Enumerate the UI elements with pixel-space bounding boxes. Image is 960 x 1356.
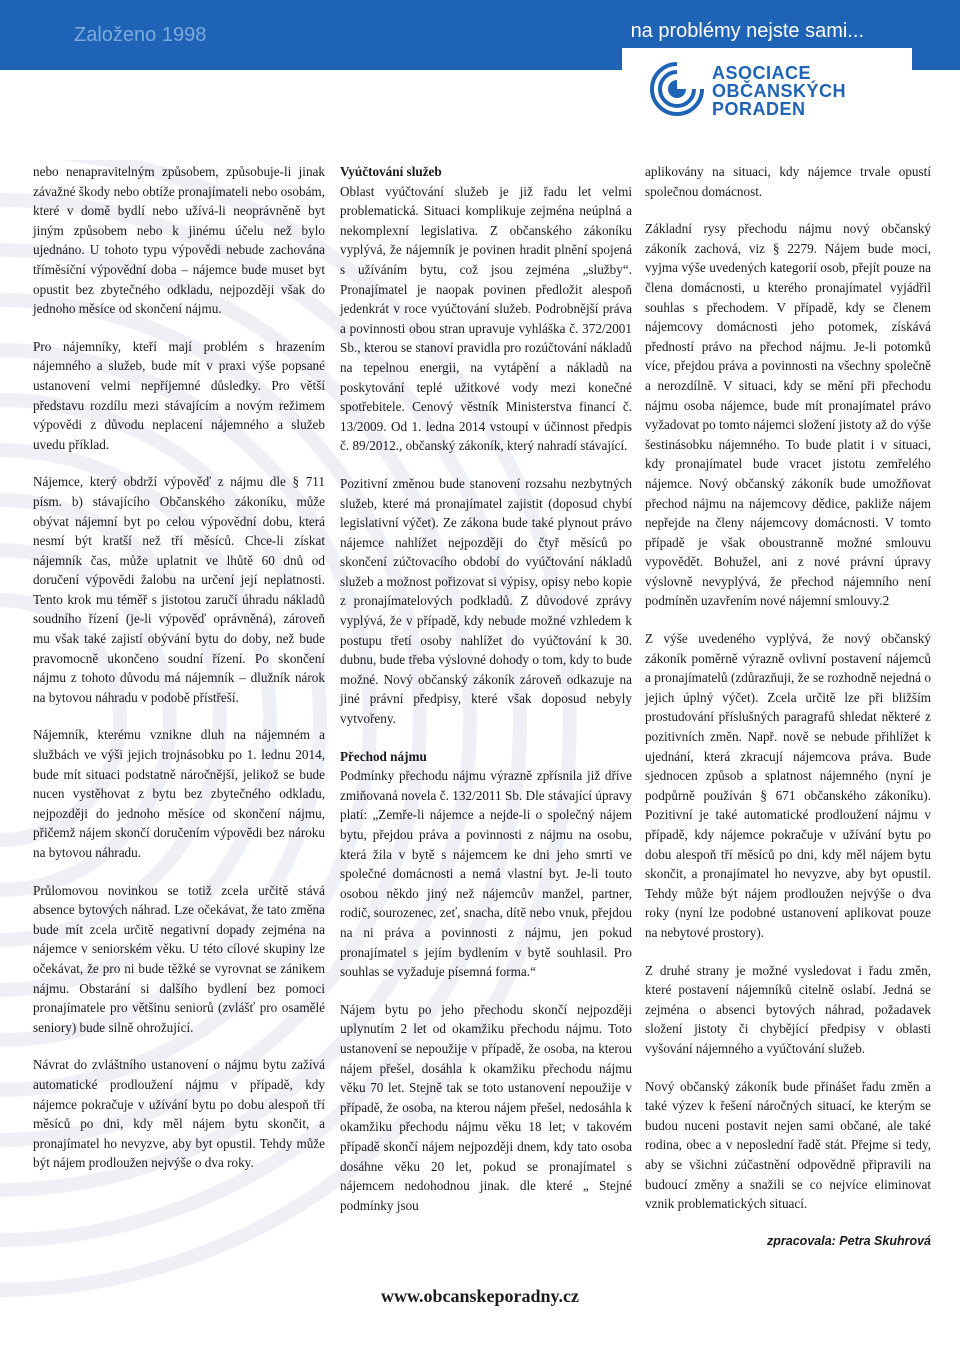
paragraph: Průlomovou novinkou se totiž zcela určitě stává absence bytových náhrad. Lze očekávat, že tato změna bude mít zcela určitě negativní dopady zejména na nájemce v seniorském věku. U této cílové skupiny lze očekávat, že pro ni bude těžké se vyrovnat se zánikem nájmu. Obstarání si dalšího bydlení bez pomoci pronajímatele pro většinu seniorů (zvlášť pro osamělé seniory) bude silně ohrožující.: [33, 882, 325, 1035]
paragraph: Návrat do zvláštního ustanovení o nájmu bytu zažívá automatické prodloužení nájmu v případě, kdy nájemce pokračuje v užívání bytu po dobu alespoň tří měsíců po dni, kdy měl nájem bytu skončit, a pronajímatel ho nevyzve, aby byt opustil. Tehdy může být nájem prodloužen nejvýše o dva roky.: [33, 1057, 325, 1171]
paragraph: Nájemník, kterému vznikne dluh na nájemném a službách ve výši jejich trojnásobku po 1. lednu 2014, bude mít situaci podstatně náročnější, jelikož se bude nucen vystěhovat z bytu bez zbytečného odkladu, nejpozději do jednoho měsíce od skončení nájmu, přičemž nájem skončí doručením výpovědi bez nároku na bytovou náhradu.: [33, 727, 325, 860]
logo: [622, 48, 912, 130]
author-signature: zpracovala: Petra Skuhrová: [767, 1233, 931, 1248]
paragraph: Pro nájemníky, kteří mají problém s hrazením nájemného a služeb, bude mít v praxi výše popsané ustanovení velmi nepříjemné důsledky. Pro větší představu rozdílu mezi stávajícím a novým režimem výpovědi z důvodu neplacení nájemného a služeb uvedu příklad.: [33, 338, 325, 452]
tagline: na problémy nejste sami...: [630, 20, 864, 42]
founded-label: Založeno 1998: [74, 24, 207, 46]
section-heading: Vyúčtování služeb: [340, 164, 442, 179]
paragraph: Z výše uvedeného vyplývá, že nový občanský zákoník poměrně výrazně ovlivní postavení nájemců a pronajímatelů (zdůrazňuji, že se rozhodně nejedná o jejich úplný výčet). Zcela určitě lze při bližším prostudování příslušných paragrafů shledat některé z pozitivních změn. Např. nově se nebude přihlížet k ujednání, která zkracují nájemcova práva. Bude sjednocen způsob a splatnost nájemného (nyní je podpůrně používán § 671 občanského zákoníku). Pozitivní je také automatické prodloužení nájmu v případě, kdy nájemce pokračuje v užívání bytu po dobu alespoň tří měsíců po dni, kdy měl nájem bytu skončit, a pronajímatel ho nevyzve, aby byt opustil. Tehdy může být nájem prodloužen nejvýše o dva roky (nyní lze podobné ustanovení aplikovat pouze na nebytové prostory).: [645, 631, 931, 940]
paragraph: Podmínky přechodu nájmu výrazně zpřísnila již dříve zmiňovaná novela č. 132/2011 Sb. Dle stávající úpravy platí: „Zemře-li nájemce a nejde-li o společný nájem bytu, přejdou práva a povinnosti z nájmu na osobu, která žila v bytě s nájemcem ke dni jeho smrti ve společné domácnosti a nemá vlastní byt. Je-li touto osobou někdo jiný než nájemcův manžel, partner, rodič, sourozenec, zeť, snacha, dítě nebo vnuk, přejdou na ni práva a povinnosti z nájmu, jen pokud pronajímatel s jejím bydlením v bytě souhlasil. Pro souhlas se vyžaduje písemná forma.“: [340, 768, 632, 980]
footer-url[interactable]: www.obcanskeporadny.cz: [380, 1286, 580, 1306]
logo-line-2: OBČANSKÝCH: [712, 81, 847, 101]
paragraph: Z druhé strany je možné vysledovat i řadu změn, které postavení nájemníků citelně oslabí. Jedná se zejména o absenci bytových náhrad, požadavek složení jistoty či chybějící předpisy v oblasti vyšování nájemného a vyúčtování služeb.: [645, 962, 931, 1056]
logo-line-3: PORADEN: [712, 99, 806, 119]
logo-emblem-icon: [650, 62, 704, 116]
paragraph: Nájem bytu po jeho přechodu skončí nejpozději uplynutím 2 let od okamžiku přechodu nájmu. Toto ustanovení se nepoužije v případě, že osoba, na kterou nájem přešel, dosáhla k okamžiku přechodu nájmu věku 70 let. Stejně tak se toto ustanovení nepoužije v případě, že osoba, na kterou nájem přešel, nedosáhla k okamžiku přechodu nájmu věku 18 let; v takovém případě skončí nájem nejpozději dnem, kdy tato osoba dosáhne věku 20 let, pokud se pronajímatel s nájemcem nedohodnou jinak. dle které „ Stejné podmínky jsou: [340, 1001, 632, 1213]
section-heading: Přechod nájmu: [340, 748, 427, 764]
column-2: [340, 162, 632, 1233]
paragraph: aplikovány na situaci, kdy nájemce trvale opustí společnou domácnost.: [645, 164, 931, 199]
paragraph: nebo nenapravitelným způsobem, způsobuje-li jinak závažné škody nebo obtíže pronajímateli nebo osobám, které v domě bydlí nebo užívá-li neoprávněně byt jiným způsobem nebo k jinému účelu než bylo ujednáno. U tohoto typu výpovědi nebude zachována tříměsíční výpovědní doba – nájemce bude muset byt opustit bez zbytečného odkladu, nejpozději však do jednoho měsíce od skončení nájmu.: [33, 164, 325, 317]
logo-text: [712, 64, 846, 118]
column-3: [645, 162, 931, 1269]
logo-line-1: ASOCIACE: [712, 63, 812, 83]
paragraph: Pozitivní změnou bude stanovení rozsahu nezbytných služeb, které má pronajímatel zajistit (doposud chybí legislativní výčet). Ze zákona bude také plynout právo nájemce nahlížet nejpozději do čtyř měsíců po skončení zúčtovacího období do vyúčtování nákladů služeb a možnost pořizovat si výpisy, opisy nebo kopie z pronajímatelových podkladů. Z důvodové zprávy vyplývá, že v případě, kdy nebude možné vzhledem k postupu třetí osoby nahlížet do vyúčtování k 30. dubnu, bude třeba výslovné dohody o tom, kdy to bude možné. Nový občanský zákoník zároveň odkazuje na jiné právní předpisy, které však doposud nebyly vytvořeny.: [340, 475, 632, 727]
column-1: [33, 162, 325, 1191]
paragraph: Nový občanský zákoník bude přinášet řadu změn a také výzev k řešení náročných situací, ke kterým se budou nuceni postavit nejen sami občané, ale také rodina, obec a v neposlední řadě stát. Přejme si tedy, aby se všichni zúčastnění odpovědně připravili na budoucí změny a snažili se co nejvíce eliminovat vznik problematických situací.: [645, 1078, 931, 1212]
paragraph: Oblast vyúčtování služeb je již řadu let velmi problematická. Situaci komplikuje zejména neúplná a nekomplexní legislativa. Z občanského zákoníku vyplývá, že nájemník je povinen hradit plnění spojená s užíváním bytu, což jsou zejména „služby“. Pronajímatel je naopak povinen předložit alespoň jedenkrát v roce vyúčtování služeb. Podrobnější práva a povinnosti obou stran upravuje vyhláška č. 372/2001 Sb., kterou se stanoví pravidla pro rozúčtování nákladů na tepelnou energii, na vytápění a nákladů na poskytování teplé užitkové vody mezi konečné spotřebitele. Cenový věstník Ministerstva financí č. 13/2009. Od 1. ledna 2014 vstoupí v účinnost předpis č. 89/2012., občanský zákoník, který nahradí stávající.: [340, 183, 632, 454]
paragraph: Základní rysy přechodu nájmu nový občanský zákoník zachová, viz § 2279. Nájem bude moci, vyjma výše uvedených kategorií osob, přejít pouze na člena domácnosti, u kterého pronajímatel vyjádřil souhlas s přechodem. V případě, kdy se členem nájemcovy domácnosti jeho potomek, získává předností právo na přechod nájmu. Je-li potomků více, přejdou práva a povinnosti na všechny společně a nerozdílně. V situaci, kdy se mění při přechodu nájmu osoba nájemce, bude mít pronajímatel právo vyžadovat po tomto nájemci složení jistoty až do výše šestinásobku nájemného. To bude platit i v situaci, kdy pronajímatel bude vracet jistotu zemřelého nájemce. Nový občanský zákoník bude umožňovat přechod nájmu na nájemcovy dědice, pakliže nájem nepřejde na členy nájemcovy domácnosti. V tomto případě je však oboustranně možné smlouvu vypovědět. Bohužel, ani z nové právní úpravy výslovně nevyplývá, že přechod nájemního není podmíněn uzavřením nové nájemní smlouvy.2: [645, 221, 931, 609]
paragraph: Nájemce, který obdrží výpověď z nájmu dle § 711 písm. b) stávajícího Občanského zákoníku, může obývat nájemní byt po celou výpovědní dobu, která nesmí být kratší než tří měsíců. Chce-li získat nájemník čas, může uplatnit ve lhůtě 60 dnů od doručení výpovědi žalobu na určení její neplatnosti. Tento krok mu téměř s jistotou zaručí úhradu nákladů soudního řízení (je-li výpověď oprávněná), zároveň mu však také zajistí obývání bytu do doby, než bude pravomocně ukončeno soudní řízení. Po skončení nájmu z tohoto důvodu má nájemník – dlužník nárok na bytovou náhradu v podobě přístřeší.: [33, 474, 325, 705]
